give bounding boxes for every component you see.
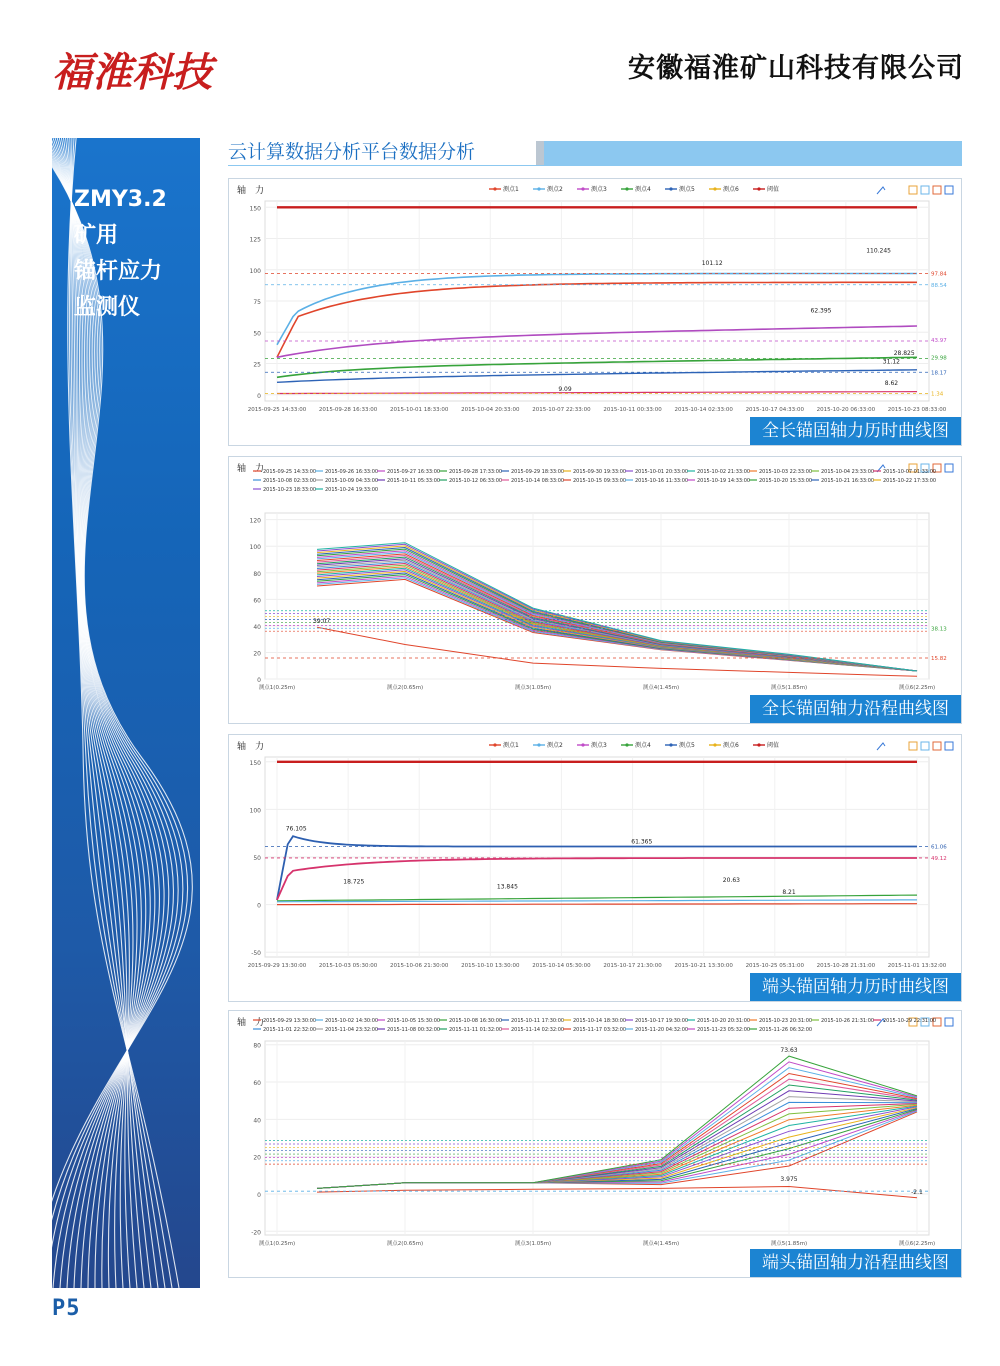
x-tick-label: 测点4(1.45m): [642, 685, 680, 691]
y-tick-label: 20: [253, 650, 261, 658]
plot-area: [265, 513, 929, 679]
reference-value-label: 61.06: [931, 844, 947, 851]
data-label: 31.12: [882, 358, 900, 366]
section-title: 云计算数据分析平台数据分析: [228, 141, 476, 163]
chart-panel-full-length-time: [228, 178, 962, 446]
x-tick-label: 测点4(1.45m): [642, 1241, 680, 1247]
product-line-2: 矿用: [74, 223, 119, 248]
chart-panel-full-length-distance: [228, 456, 962, 724]
x-tick-label: 测点1(0.25m): [258, 1241, 296, 1247]
legend-item: 2015-10-14 18:30:00: [573, 1018, 627, 1024]
legend-marker: [757, 187, 760, 190]
x-tick-label: 2015-10-03 05:30:00: [318, 963, 378, 969]
x-tick-label: 2015-09-29 13:30:00: [247, 963, 307, 969]
product-line-3: 锚杆应力: [74, 259, 163, 284]
data-label: 8.62: [884, 379, 899, 387]
legend-item: 阈值: [767, 742, 780, 749]
x-tick-label: 测点3(1.05m): [514, 685, 552, 691]
legend-item: 测点6: [723, 186, 739, 193]
data-label: 28.825: [893, 349, 915, 357]
legend-item: 2015-10-02 21:33:00: [697, 469, 751, 475]
brand-logo: [50, 40, 240, 100]
data-label: 20.63: [722, 876, 740, 884]
y-tick-label: 50: [253, 855, 261, 862]
product-title: [74, 182, 167, 326]
toolbar-icon: [909, 742, 917, 750]
legend-item: 2015-10-19 14:33:00: [697, 478, 751, 484]
legend-item: 2015-09-30 19:33:00: [573, 469, 627, 475]
x-tick-label: 2015-10-07 22:33:00: [532, 407, 591, 413]
data-label: 18.725: [343, 878, 365, 886]
legend-item: 2015-11-17 03:32:00: [573, 1027, 627, 1033]
y-tick-label: 120: [249, 517, 261, 525]
legend-item: 2015-09-29 18:33:00: [511, 469, 565, 475]
legend-item: 2015-10-01 20:33:00: [635, 469, 689, 475]
toolbar-icon: [945, 1018, 953, 1026]
legend-item: 2015-10-16 11:33:00: [635, 478, 689, 484]
legend-item: 测点1: [503, 186, 519, 193]
x-tick-label: 测点5(1.85m): [770, 685, 808, 691]
legend-item: 2015-11-26 06:32:00: [759, 1027, 813, 1033]
x-tick-label: 测点6(2.25m): [898, 685, 936, 691]
x-tick-label: 2015-10-20 06:33:00: [816, 407, 876, 413]
legend-item: 2015-10-11 05:33:00: [387, 478, 441, 484]
legend-marker: [757, 743, 760, 746]
legend-item: 2015-10-08 16:30:00: [449, 1018, 503, 1024]
chart-title: 轴 力: [237, 742, 265, 752]
legend-item: 2015-11-08 00:32:00: [387, 1027, 441, 1033]
legend-item: 2015-09-27 16:33:00: [387, 469, 441, 475]
x-tick-label: 2015-10-11 00:33:00: [603, 407, 662, 413]
x-tick-label: 测点1(0.25m): [258, 685, 296, 691]
chart-title: 轴 力: [237, 464, 265, 474]
legend-item: 2015-10-04 23:33:00: [821, 469, 875, 475]
x-tick-label: 2015-10-14 02:33:00: [674, 407, 733, 413]
legend-item: 2015-10-23 20:31:00: [759, 1018, 813, 1024]
reference-value-label: 43.97: [931, 337, 947, 344]
x-tick-label: 测点5(1.85m): [770, 1241, 808, 1247]
chart-full-length-time: [229, 179, 963, 447]
x-tick-label: 2015-10-25 05:31:00: [745, 963, 804, 969]
y-tick-label: 150: [249, 205, 261, 213]
y-tick-label: 100: [249, 807, 261, 815]
y-tick-label: 80: [253, 1042, 261, 1050]
data-label: 73.63: [780, 1047, 798, 1055]
caption-full-length-time: 全长锚固轴力历时曲线图: [750, 417, 961, 445]
chart-title: 轴 力: [237, 1018, 265, 1028]
legend-item: 阈值: [767, 186, 780, 193]
y-tick-label: 0: [257, 1191, 261, 1199]
product-model: ZMY3.2: [74, 187, 167, 212]
legend-item: 2015-11-04 23:32:00: [325, 1027, 379, 1033]
legend-marker: [493, 187, 496, 190]
legend-item: 2015-09-29 13:30:00: [263, 1018, 317, 1024]
y-tick-label: 40: [253, 623, 261, 631]
data-label: 101.12: [701, 259, 723, 267]
y-tick-label: 40: [253, 1117, 261, 1125]
legend-item: 2015-10-26 21:31:00: [821, 1018, 875, 1024]
x-tick-label: 2015-10-04 20:33:00: [461, 407, 520, 413]
toolbar-icon: [945, 742, 953, 750]
chart-full-length-distance: [229, 457, 963, 725]
x-tick-label: 测点6(2.25m): [898, 1241, 936, 1247]
data-label: 13.845: [496, 883, 518, 891]
toolbar-icon: [933, 186, 941, 194]
chart-panel-end-anchor-time: [228, 734, 962, 1002]
legend-item: 2015-10-21 16:33:00: [821, 478, 875, 484]
x-tick-label: 2015-10-17 21:30:00: [603, 963, 662, 969]
legend-item: 测点3: [591, 742, 607, 749]
reference-value-label: 15.82: [931, 656, 947, 663]
legend-marker: [493, 743, 496, 746]
y-tick-label: 50: [253, 330, 261, 338]
x-tick-label: 2015-10-21 13:30:00: [674, 963, 733, 969]
legend-item: 测点1: [503, 742, 519, 749]
legend-item: 2015-10-24 19:33:00: [325, 487, 379, 493]
toolbar-icon: [921, 186, 929, 194]
legend-item: 2015-11-23 05:32:00: [697, 1027, 751, 1033]
reference-value-label: 29.98: [931, 355, 947, 362]
zoom-icon: [877, 743, 885, 750]
legend-item: 2015-11-11 01:32:00: [449, 1027, 503, 1033]
legend-marker: [713, 743, 716, 746]
x-tick-label: 测点3(1.05m): [514, 1241, 552, 1247]
legend-item: 2015-10-05 15:30:00: [387, 1018, 441, 1024]
data-label: 9.09: [558, 386, 572, 393]
legend-item: 测点3: [591, 186, 607, 193]
legend-marker: [581, 187, 584, 190]
data-label: 61.365: [631, 838, 653, 846]
y-tick-label: -20: [251, 1229, 261, 1237]
legend-item: 测点5: [679, 186, 695, 193]
y-tick-label: 0: [257, 677, 261, 684]
y-tick-label: 80: [253, 570, 261, 578]
x-tick-label: 测点2(0.65m): [386, 1241, 424, 1247]
logo-text: 福淮科技: [52, 50, 212, 96]
legend-item: 2015-10-14 08:33:00: [511, 478, 565, 484]
chart-title: 轴 力: [237, 186, 265, 196]
legend-item: 2015-10-11 17:30:00: [511, 1018, 565, 1024]
reference-value-label: 1.34: [931, 391, 944, 398]
legend-marker: [669, 743, 672, 746]
y-tick-label: 75: [253, 299, 261, 306]
legend-item: 2015-11-20 04:32:00: [635, 1027, 689, 1033]
y-tick-label: -50: [251, 950, 261, 958]
legend-item: 2015-10-15 09:33:00: [573, 478, 627, 484]
toolbar-icon: [909, 186, 917, 194]
x-tick-label: 2015-09-25 14:33:00: [247, 407, 307, 413]
data-label: 76.105: [285, 825, 307, 833]
caption-end-anchor-distance: 端头锚固轴力沿程曲线图: [750, 1249, 961, 1277]
data-label: 8.21: [782, 889, 796, 897]
toolbar-icon: [921, 742, 929, 750]
legend-item: 2015-10-08 02:33:00: [263, 478, 317, 484]
reference-value-label: 18.17: [931, 370, 947, 377]
x-tick-label: 2015-10-14 05:30:00: [532, 963, 591, 969]
legend-item: 2015-10-07 01:33:00: [883, 469, 937, 475]
y-tick-label: 0: [257, 902, 261, 910]
reference-value-label: 38.13: [931, 626, 947, 633]
legend-item: 2015-11-01 22:32:00: [263, 1027, 317, 1033]
legend-item: 测点6: [723, 742, 739, 749]
legend-marker: [625, 187, 628, 190]
legend-item: 2015-10-09 04:33:00: [325, 478, 379, 484]
legend-marker: [537, 743, 540, 746]
legend-item: 2015-09-25 14:33:00: [263, 469, 317, 475]
y-tick-label: 0: [257, 392, 261, 400]
x-tick-label: 2015-10-01 18:33:00: [390, 407, 449, 413]
y-tick-label: 150: [249, 759, 261, 767]
legend-item: 测点4: [635, 742, 651, 749]
legend-marker: [537, 187, 540, 190]
data-label: 3.975: [780, 1175, 798, 1183]
y-tick-label: 100: [249, 267, 261, 275]
legend-item: 测点5: [679, 742, 695, 749]
y-tick-label: 25: [253, 361, 261, 369]
legend-marker: [669, 187, 672, 190]
x-tick-label: 2015-09-28 16:33:00: [318, 407, 378, 413]
company-name: 安徽福淮矿山科技有限公司: [628, 53, 964, 84]
legend-item: 2015-10-17 19:30:00: [635, 1018, 689, 1024]
product-line-4: 监测仪: [74, 295, 141, 320]
legend-item: 2015-10-02 14:30:00: [325, 1018, 379, 1024]
legend-marker: [581, 743, 584, 746]
legend-item: 2015-09-28 17:33:00: [449, 469, 503, 475]
legend-item: 测点2: [547, 186, 563, 193]
legend-item: 2015-11-14 02:32:00: [511, 1027, 565, 1033]
page-number: P5: [52, 1296, 81, 1321]
y-tick-label: 60: [253, 1080, 261, 1088]
x-tick-label: 2015-10-17 04:33:00: [745, 407, 804, 413]
data-label: 62.395: [810, 307, 832, 315]
legend-item: 2015-09-26 16:33:00: [325, 469, 379, 475]
y-tick-label: 60: [253, 597, 261, 605]
y-tick-label: 20: [253, 1154, 261, 1162]
toolbar-icon: [945, 186, 953, 194]
toolbar-icon: [933, 742, 941, 750]
brand-logo-graphic: [50, 40, 240, 100]
legend-item: 测点2: [547, 742, 563, 749]
chart-end-anchor-distance: [229, 1011, 963, 1279]
legend-item: 2015-10-12 06:33:00: [449, 478, 503, 484]
x-tick-label: 2015-10-10 13:30:00: [461, 963, 520, 969]
plot-area: [265, 1041, 929, 1235]
legend-item: 2015-10-29 22:31:00: [883, 1018, 937, 1024]
x-tick-label: 2015-10-23 08:33:00: [887, 407, 947, 413]
legend-item: 2015-10-23 18:33:00: [263, 487, 317, 493]
reference-value-label: 97.84: [931, 271, 947, 278]
x-tick-label: 测点2(0.65m): [386, 685, 424, 691]
x-tick-label: 2015-10-06 21:30:00: [390, 963, 449, 969]
data-label: 110.245: [866, 247, 892, 255]
data-label: -2.1: [911, 1188, 923, 1196]
data-label: 39.07: [313, 618, 331, 626]
zoom-icon: [877, 187, 885, 194]
x-tick-label: 2015-10-28 21:31:00: [816, 963, 876, 969]
legend-item: 2015-10-03 22:33:00: [759, 469, 813, 475]
caption-end-anchor-time: 端头锚固轴力历时曲线图: [750, 973, 961, 1001]
reference-value-label: 88.54: [931, 282, 947, 289]
legend-item: 2015-10-22 17:33:00: [883, 478, 937, 484]
x-tick-label: 2015-11-01 13:32:00: [887, 963, 947, 969]
y-tick-label: 125: [249, 236, 261, 244]
toolbar-icon: [945, 464, 953, 472]
reference-value-label: 49.12: [931, 855, 947, 862]
legend-item: 2015-10-20 20:31:00: [697, 1018, 751, 1024]
legend-marker: [625, 743, 628, 746]
chart-end-anchor-time: [229, 735, 963, 1003]
y-tick-label: 100: [249, 544, 261, 552]
legend-marker: [713, 187, 716, 190]
legend-item: 测点4: [635, 186, 651, 193]
chart-panel-end-anchor-distance: [228, 1010, 962, 1278]
legend-item: 2015-10-20 15:33:00: [759, 478, 813, 484]
caption-full-length-distance: 全长锚固轴力沿程曲线图: [750, 695, 961, 723]
